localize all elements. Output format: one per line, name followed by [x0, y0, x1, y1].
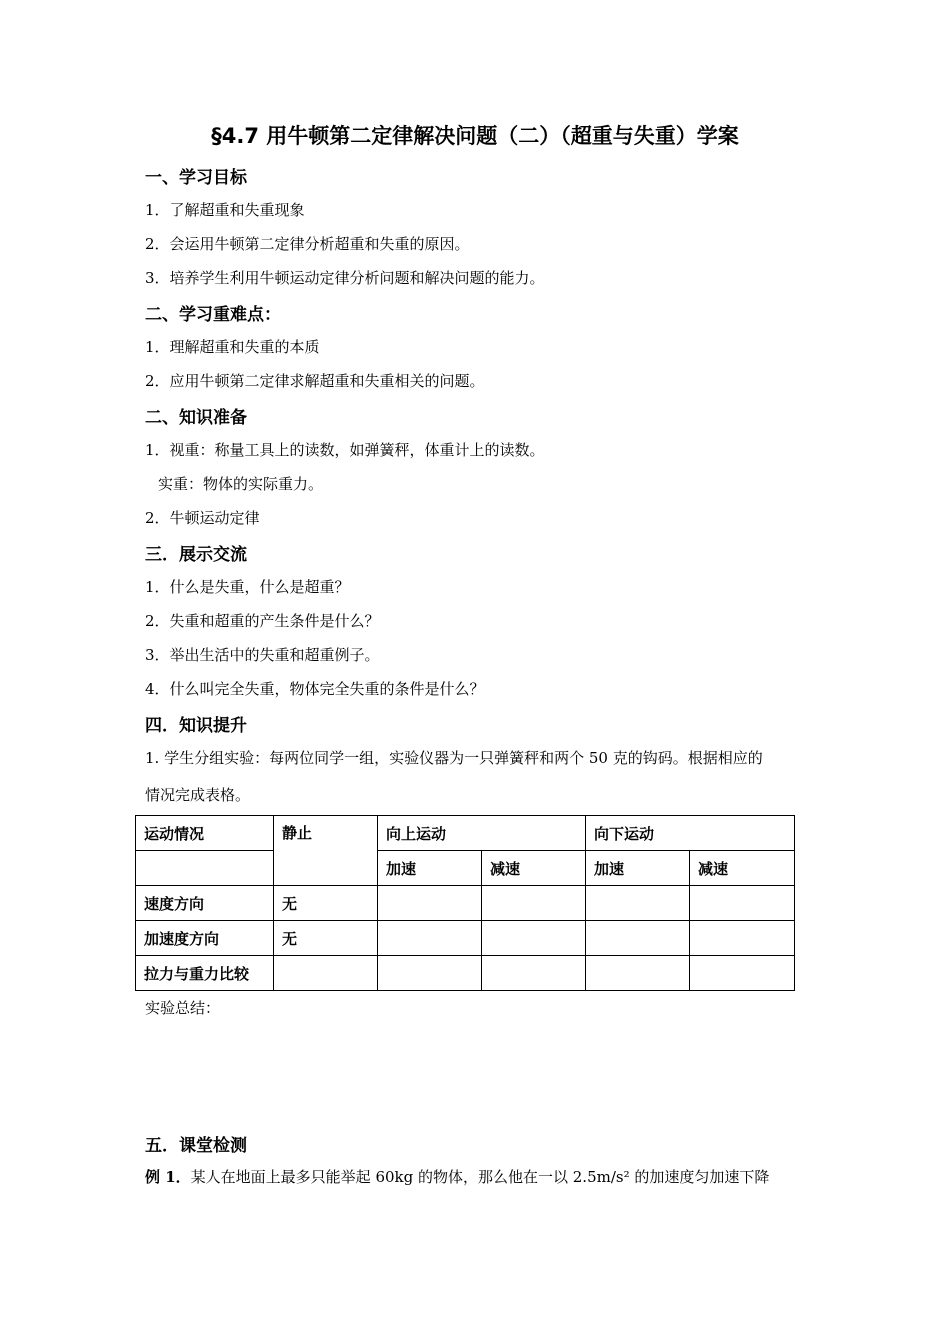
discussion-item: 2．失重和超重的产生条件是什么？ — [145, 612, 380, 630]
example-label: 例 1． — [145, 1168, 191, 1186]
section-heading-improvement: 四．知识提升 — [145, 716, 247, 736]
header-rest: 静止 — [274, 816, 378, 886]
row-label: 速度方向 — [136, 886, 274, 921]
section-heading-discussion: 三．展示交流 — [145, 545, 247, 565]
objective-item: 3．培养学生利用牛顿运动定律分析问题和解决问题的能力。 — [145, 269, 545, 287]
objective-item: 1．了解超重和失重现象 — [145, 201, 305, 219]
document-title: §4.7 用牛顿第二定律解决问题（二）（超重与失重）学案 — [211, 124, 739, 148]
experiment-paragraph-line: 1. 学生分组实验：每两位同学一组，实验仪器为一只弹簧秤和两个 50 克的钩码。根据相应的 — [145, 749, 763, 767]
answer-cell[interactable] — [378, 886, 482, 921]
rest-cell — [274, 956, 378, 991]
header-up-decelerate: 减速 — [482, 851, 586, 886]
header-motion-state: 运动情况 — [136, 816, 274, 851]
answer-cell[interactable] — [378, 921, 482, 956]
discussion-item: 1．什么是失重，什么是超重？ — [145, 578, 350, 596]
preparation-item: 实重：物体的实际重力。 — [158, 475, 324, 493]
table-row — [136, 886, 795, 921]
header-up-accelerate: 加速 — [378, 851, 482, 886]
answer-cell[interactable] — [586, 956, 690, 991]
discussion-item: 3．举出生活中的失重和超重例子。 — [145, 646, 380, 664]
objective-item: 2．会运用牛顿第二定律分析超重和失重的原因。 — [145, 235, 470, 253]
example-text: 某人在地面上最多只能举起 60kg 的物体，那么他在一以 2.5m/s² 的加速度匀加速下降 — [190, 1168, 770, 1186]
row-label: 拉力与重力比较 — [136, 956, 274, 991]
rest-cell: 无 — [274, 921, 378, 956]
answer-cell[interactable] — [690, 921, 795, 956]
section-heading-classroom-test: 五．课堂检测 — [145, 1136, 247, 1156]
section-heading-preparation: 二、知识准备 — [145, 408, 247, 428]
table-row — [136, 921, 795, 956]
header-down-decelerate: 减速 — [690, 851, 795, 886]
answer-cell[interactable] — [586, 886, 690, 921]
preparation-item: 2．牛顿运动定律 — [145, 509, 260, 527]
section-heading-key-points: 二、学习重难点： — [145, 305, 281, 325]
answer-cell[interactable] — [690, 886, 795, 921]
header-downward-motion: 向下运动 — [586, 816, 795, 851]
answer-cell[interactable] — [482, 956, 586, 991]
experiment-table — [135, 815, 795, 991]
row-label: 加速度方向 — [136, 921, 274, 956]
header-upward-motion: 向上运动 — [378, 816, 586, 851]
key-point-item: 1．理解超重和失重的本质 — [145, 338, 320, 356]
section-heading-objectives: 一、学习目标 — [145, 168, 247, 188]
table-row — [136, 956, 795, 991]
answer-cell[interactable] — [378, 956, 482, 991]
experiment-summary-label: 实验总结： — [145, 999, 221, 1017]
rest-cell: 无 — [274, 886, 378, 921]
table-cell-empty — [136, 851, 274, 886]
preparation-item: 1．视重：称量工具上的读数，如弹簧秤，体重计上的读数。 — [145, 441, 545, 459]
example-line — [145, 1166, 769, 1187]
answer-cell[interactable] — [482, 921, 586, 956]
discussion-item: 4．什么叫完全失重，物体完全失重的条件是什么？ — [145, 680, 485, 698]
answer-cell[interactable] — [690, 956, 795, 991]
experiment-paragraph-line: 情况完成表格。 — [145, 786, 251, 804]
answer-cell[interactable] — [482, 886, 586, 921]
key-point-item: 2．应用牛顿第二定律求解超重和失重相关的问题。 — [145, 372, 485, 390]
header-down-accelerate: 加速 — [586, 851, 690, 886]
answer-cell[interactable] — [586, 921, 690, 956]
